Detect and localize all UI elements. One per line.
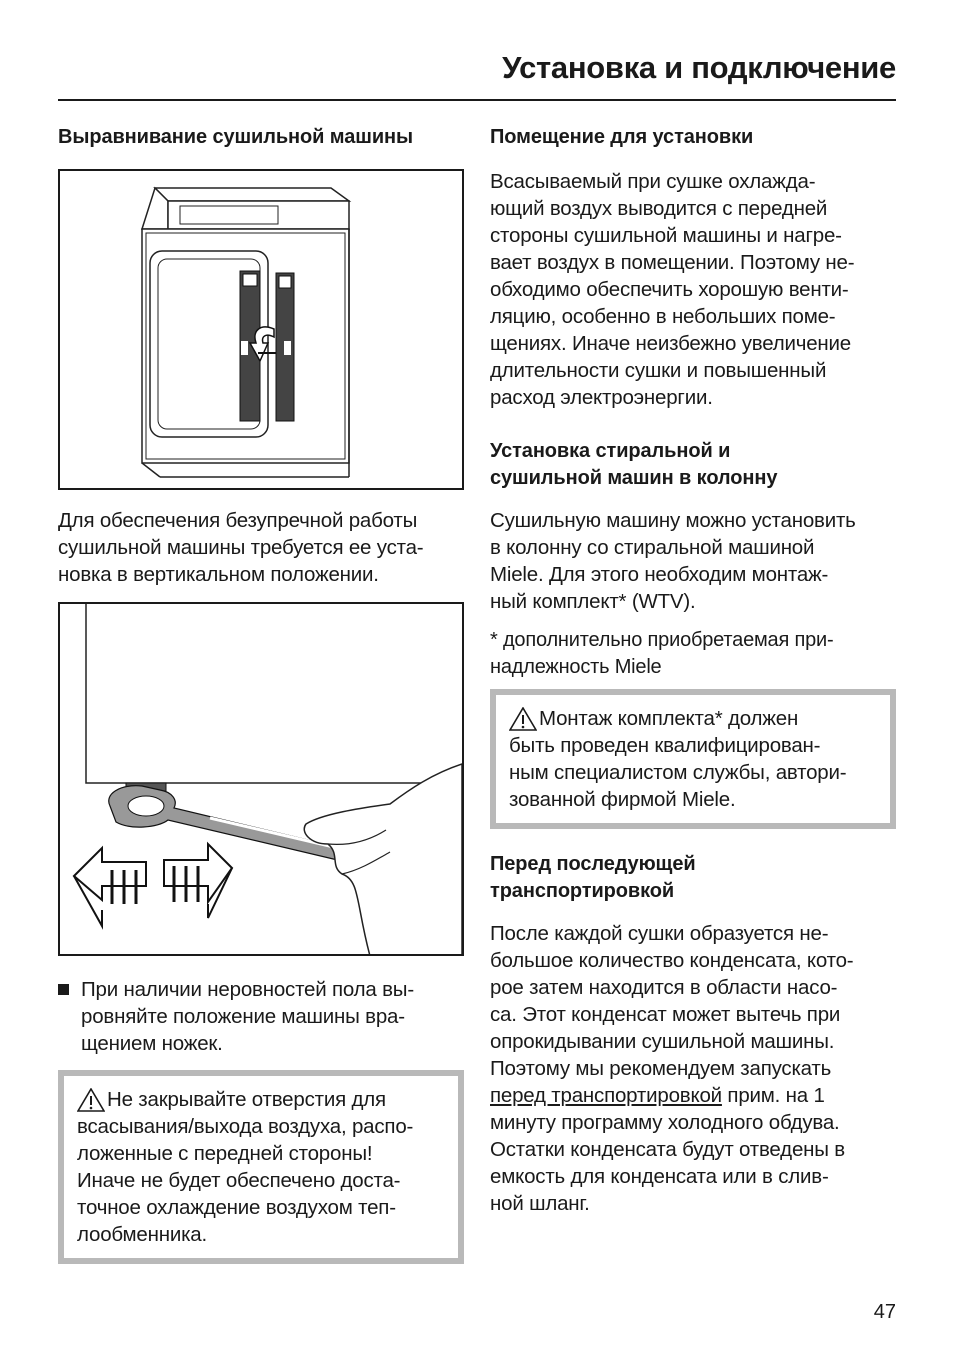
installation-room-line-3: стороны сушильной машины и нагре- xyxy=(490,224,842,247)
transport-line-7 xyxy=(490,1082,898,1109)
left-column xyxy=(58,120,466,1264)
ventilation-warning-line-6: лообменника. xyxy=(77,1223,207,1246)
transport-line-10: емкость для конденсата или в слив- xyxy=(490,1165,829,1188)
leveling-foot-illustration xyxy=(58,602,464,956)
installation-room-line-2: ющий воздух выводится с передней xyxy=(490,197,828,220)
title-rule xyxy=(58,99,896,101)
before-transport-link-text: перед транспортировкой xyxy=(490,1084,722,1107)
transport-heading-line-2: транспортировкой xyxy=(490,880,675,902)
transport-line-3: рое затем находится в области насо- xyxy=(490,976,838,999)
transport-heading-line-1: Перед последующей xyxy=(490,853,696,875)
ventilation-warning-line-5: точное охлаждение воздухом теп- xyxy=(77,1196,396,1219)
installation-warning-line-1: Монтаж комплекта* должен xyxy=(539,707,799,730)
ventilation-warning-line-1: Не закрывайте отверстия для xyxy=(107,1088,386,1111)
stacking-heading-line-2: сушильной машин в колонну xyxy=(490,467,778,489)
right-column xyxy=(490,120,898,1217)
leveling-instruction xyxy=(58,976,466,1057)
page-number: 47 xyxy=(873,1301,896,1323)
ventilation-warning-box xyxy=(58,1070,464,1264)
installation-warning-box xyxy=(490,689,896,829)
transport-line-7-rest: прим. на 1 xyxy=(721,1084,825,1107)
ventilation-warning-line-4: Иначе не будет обеспечено доста- xyxy=(77,1169,401,1192)
stacking-line-4: ный комплект* (WTV). xyxy=(490,590,696,613)
installation-warning-line-3: ным специалистом службы, автори- xyxy=(509,761,847,784)
accessory-footnote-line-2: надлежность Miele xyxy=(490,656,662,678)
warning-triangle-icon xyxy=(509,707,537,731)
transport-line-5: опрокидывании сушильной машины. xyxy=(490,1030,835,1053)
leveling-intro-line-3: новка в вертикальном положении. xyxy=(58,563,379,586)
ventilation-warning-line-2: всасывания/выхода воздуха, распо- xyxy=(77,1115,414,1138)
warning-triangle-icon xyxy=(77,1088,105,1112)
installation-room-line-4: вает воздух в помещении. Поэтому не- xyxy=(490,251,855,274)
leveling-intro-line-2: сушильной машины требуется ее уста- xyxy=(58,536,424,559)
installation-room-line-8: длительности сушки и повышенный xyxy=(490,359,827,382)
accessory-footnote-line-1: * дополнительно приобретаемая при- xyxy=(490,629,834,651)
leveling-heading: Выравнивание сушильной машины xyxy=(58,126,413,148)
transport-line-9: Остатки конденсата будут отведены в xyxy=(490,1138,845,1161)
installation-warning-line-2: быть проведен квалифицирован- xyxy=(509,734,821,757)
installation-room-line-7: щениях. Иначе неизбежно увеличение xyxy=(490,332,851,355)
dryer-door-illustration xyxy=(58,169,464,490)
foot-wrench-drawing xyxy=(60,604,462,954)
transport-line-1: После каждой сушки образуется не- xyxy=(490,922,829,945)
installation-room-line-9: расход электроэнергии. xyxy=(490,386,713,409)
ventilation-warning-line-3: ложенные с передней стороны! xyxy=(77,1142,373,1165)
dryer-drawing xyxy=(60,171,462,488)
transport-line-4: са. Этот конденсат может вытечь при xyxy=(490,1003,841,1026)
transport-line-11: ной шланг. xyxy=(490,1192,590,1215)
transport-line-8: минуту программу холодного обдува. xyxy=(490,1111,840,1134)
installation-room-line-6: ляцию, особенно в небольших поме- xyxy=(490,305,836,328)
installation-room-line-5: обходимо обеспечить хорошую венти- xyxy=(490,278,849,301)
stacking-line-3: Miele. Для этого необходим монтаж- xyxy=(490,563,829,586)
leveling-instruction-line-3: щением ножек. xyxy=(81,1032,223,1055)
installation-warning-line-4: зованной фирмой Miele. xyxy=(509,788,736,811)
installation-room-heading: Помещение для установки xyxy=(490,126,754,148)
leveling-instruction-line-1: При наличии неровностей пола вы- xyxy=(81,978,414,1001)
stacking-line-1: Сушильную машину можно установить xyxy=(490,509,856,532)
leveling-instruction-line-2: ровняйте положение машины вра- xyxy=(81,1005,405,1028)
leveling-intro-line-1: Для обеспечения безупречной работы xyxy=(58,509,418,532)
installation-room-line-1: Всасываемый при сушке охлажда- xyxy=(490,170,816,193)
page-title: Установка и подключение xyxy=(502,50,896,85)
stacking-heading-line-1: Установка стиральной и xyxy=(490,440,731,462)
bullet-square-icon xyxy=(58,984,69,995)
transport-line-2: большое количество конденсата, кото- xyxy=(490,949,854,972)
transport-line-6: Поэтому мы рекомендуем запускать xyxy=(490,1057,832,1080)
stacking-line-2: в колонну со стиральной машиной xyxy=(490,536,815,559)
